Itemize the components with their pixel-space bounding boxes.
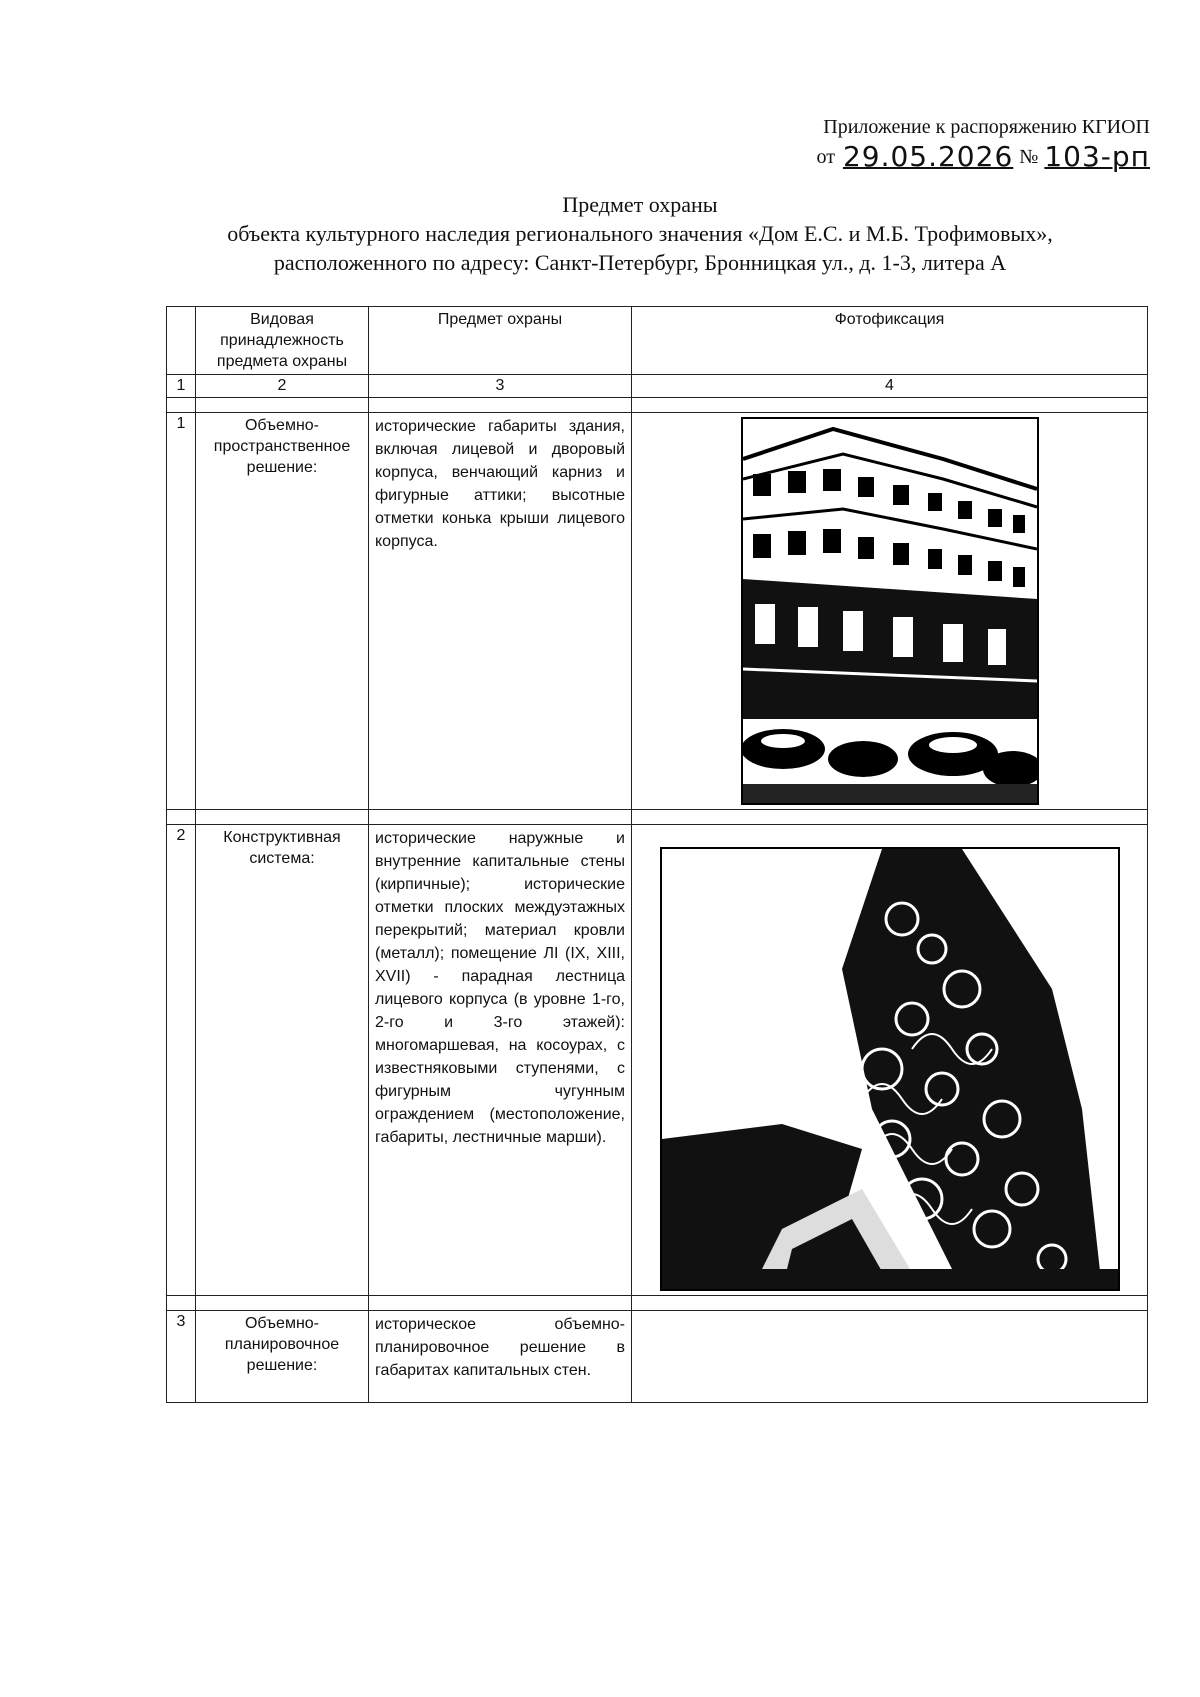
table-header-row (167, 307, 1148, 375)
facade-photo (741, 417, 1039, 805)
table-row (167, 413, 1148, 810)
row-number: 2 (167, 825, 196, 1296)
annex-header (740, 114, 1150, 172)
row-subject: исторические габариты здания, включая лицевой и дворовый корпуса, венчающий карниз и фигурные аттики; высотные отметки конька крыши лицевого корпуса. (369, 413, 632, 810)
header-cell-num (167, 307, 196, 375)
annex-line: Приложение к распоряжению КГИОП (823, 116, 1150, 138)
order-date: 29.05.2026 (842, 140, 1014, 173)
column-number: 4 (632, 375, 1148, 398)
header-cell-subject: Предмет охраны (369, 307, 632, 375)
row-number: 3 (167, 1311, 196, 1403)
title-line-3: расположенного по адресу: Санкт-Петербург, Бронницкая ул., д. 1-3, литера А (273, 250, 1007, 275)
column-number: 1 (167, 375, 196, 398)
from-label: от (816, 146, 835, 168)
row-type: Объемно-планировочное решение: (196, 1311, 369, 1403)
document-title (130, 190, 1150, 277)
row-subject: историческое объемно-планировочное решение в габаритах капитальных стен. (369, 1311, 632, 1403)
spacer-row (167, 1296, 1148, 1311)
number-label: № (1019, 146, 1039, 168)
column-number-row (167, 375, 1148, 398)
order-reference (740, 142, 1150, 172)
row-photo-cell (632, 825, 1148, 1296)
column-number: 2 (196, 375, 369, 398)
row-type: Объемно-пространственное решение: (196, 413, 369, 810)
row-subject: исторические наружные и внутренние капитальные стены (кирпичные); исторические отметки плоских междуэтажных перекрытий; материал кровли (металл); помещение ЛI (IX, XIII, XVII) - парадная лестница лицевого корпуса (в уровне 1-го, 2-го и 3-го этажей): многомаршевая, на косоурах, с известняковыми ступенями, с фигурным чугунным ограждением (местоположение, габариты, лестничные марши). (369, 825, 632, 1296)
spacer-row (167, 398, 1148, 413)
header-cell-photo: Фотофиксация (632, 307, 1148, 375)
row-type: Конструктивная система: (196, 825, 369, 1296)
title-line-1: Предмет охраны (562, 192, 718, 217)
header-cell-type: Видовая принадлежность предмета охраны (196, 307, 369, 375)
order-number: 103-рп (1044, 140, 1150, 173)
railing-photo (660, 847, 1120, 1291)
table-row (167, 1311, 1148, 1403)
table-row (167, 825, 1148, 1296)
spacer-row (167, 810, 1148, 825)
row-photo-cell (632, 1311, 1148, 1403)
row-photo-cell (632, 413, 1148, 810)
row-number: 1 (167, 413, 196, 810)
column-number: 3 (369, 375, 632, 398)
protection-table (166, 306, 1148, 1403)
title-line-2: объекта культурного наследия регионального значения «Дом Е.С. и М.Б. Трофимовых», (227, 221, 1053, 246)
